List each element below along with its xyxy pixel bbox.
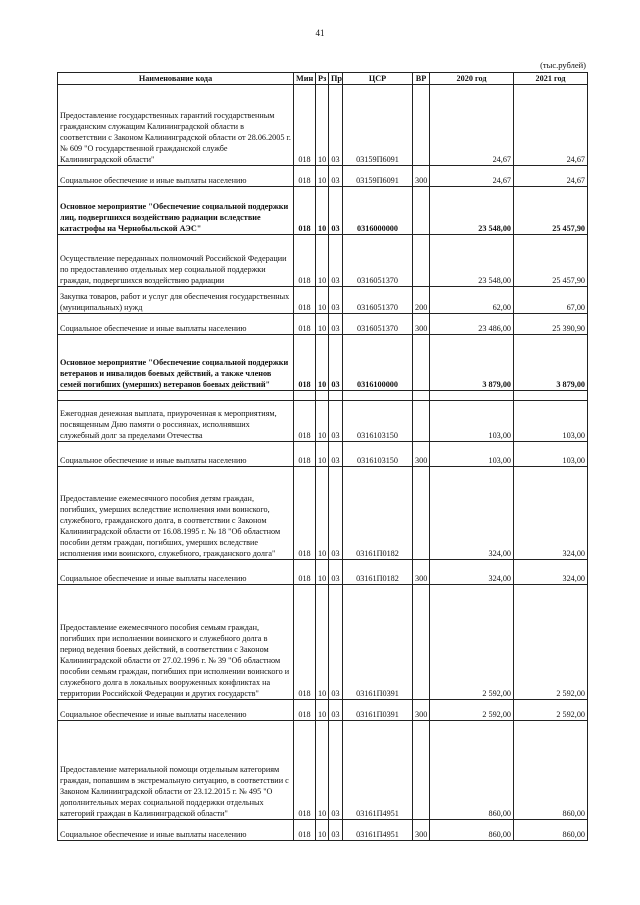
row-min: 018 <box>294 314 316 335</box>
budget-table <box>57 72 588 841</box>
row-vr <box>413 85 430 166</box>
row-name: Предоставление государственных гарантий государственным гражданским служащим Калининградской области в соответствии с Законом Калининградской области от 28.06.2005 г. № 609 "О государственной гражданской службе Калининградской области" <box>58 85 294 166</box>
row-rz: 10 <box>316 287 329 314</box>
row-2020: 860,00 <box>430 721 514 820</box>
row-pr: 03 <box>329 442 343 467</box>
row-pr: 03 <box>329 467 343 560</box>
row-2020: 23 548,00 <box>430 235 514 287</box>
row-rz: 10 <box>316 585 329 700</box>
row-2021: 324,00 <box>514 467 588 560</box>
row-rz: 10 <box>316 700 329 721</box>
table-row <box>58 585 588 700</box>
row-min: 018 <box>294 585 316 700</box>
row-name: Социальное обеспечение и иные выплаты населению <box>58 820 294 841</box>
row-2020: 324,00 <box>430 467 514 560</box>
row-min: 018 <box>294 700 316 721</box>
row-rz <box>316 391 329 401</box>
row-vr <box>413 467 430 560</box>
row-vr: 300 <box>413 820 430 841</box>
row-name: Социальное обеспечение и иные выплаты населению <box>58 560 294 585</box>
row-csr: 0316100000 <box>343 335 413 391</box>
header-2021: 2021 год <box>514 73 588 85</box>
row-name: Социальное обеспечение и иные выплаты населению <box>58 314 294 335</box>
row-csr: 03161П4951 <box>343 721 413 820</box>
row-min <box>294 391 316 401</box>
row-csr: 0316103150 <box>343 401 413 442</box>
row-min: 018 <box>294 442 316 467</box>
header-pr: Пр <box>329 73 343 85</box>
row-name: Основное мероприятие "Обеспечение социальной поддержки ветеранов и инвалидов боевых действий, а также членов семей погибших (умерших) ветеранов боевых действий" <box>58 335 294 391</box>
row-csr: 0316051370 <box>343 235 413 287</box>
table-row <box>58 401 588 442</box>
row-name: Социальное обеспечение и иные выплаты населению <box>58 442 294 467</box>
table-row <box>58 820 588 841</box>
row-pr: 03 <box>329 166 343 187</box>
table-row <box>58 560 588 585</box>
row-csr: 0316051370 <box>343 287 413 314</box>
row-2021: 67,00 <box>514 287 588 314</box>
row-2021: 2 592,00 <box>514 585 588 700</box>
row-vr <box>413 335 430 391</box>
row-pr: 03 <box>329 187 343 235</box>
row-pr: 03 <box>329 287 343 314</box>
row-rz: 10 <box>316 721 329 820</box>
row-pr: 03 <box>329 560 343 585</box>
row-rz: 10 <box>316 560 329 585</box>
row-2021: 2 592,00 <box>514 700 588 721</box>
row-2021: 860,00 <box>514 820 588 841</box>
row-2021: 24,67 <box>514 85 588 166</box>
header-min: Мин <box>294 73 316 85</box>
row-2020: 24,67 <box>430 166 514 187</box>
row-2021: 324,00 <box>514 560 588 585</box>
row-csr: 03161П0182 <box>343 560 413 585</box>
table-row <box>58 235 588 287</box>
row-name: Социальное обеспечение и иные выплаты населению <box>58 166 294 187</box>
row-vr <box>413 235 430 287</box>
row-pr: 03 <box>329 700 343 721</box>
row-pr: 03 <box>329 721 343 820</box>
row-rz: 10 <box>316 467 329 560</box>
row-min: 018 <box>294 721 316 820</box>
row-csr: 0316051370 <box>343 314 413 335</box>
row-vr <box>413 721 430 820</box>
row-min: 018 <box>294 287 316 314</box>
row-min: 018 <box>294 187 316 235</box>
row-csr: 03159П6091 <box>343 166 413 187</box>
table-body <box>58 85 588 841</box>
row-min: 018 <box>294 166 316 187</box>
row-2021: 25 457,90 <box>514 235 588 287</box>
row-name <box>58 391 294 401</box>
row-2020: 860,00 <box>430 820 514 841</box>
row-2020: 2 592,00 <box>430 585 514 700</box>
row-pr: 03 <box>329 585 343 700</box>
table-header-row <box>58 73 588 85</box>
row-min: 018 <box>294 235 316 287</box>
row-rz: 10 <box>316 85 329 166</box>
row-2020: 23 486,00 <box>430 314 514 335</box>
row-pr: 03 <box>329 314 343 335</box>
row-vr: 300 <box>413 314 430 335</box>
header-name: Наименование кода <box>58 73 294 85</box>
row-2021: 24,67 <box>514 166 588 187</box>
table-row <box>58 442 588 467</box>
table-row <box>58 287 588 314</box>
table-row <box>58 187 588 235</box>
row-rz: 10 <box>316 401 329 442</box>
row-2021: 860,00 <box>514 721 588 820</box>
row-name: Предоставление ежемесячного пособия семьям граждан, погибших при исполнении воинского и служебного долга в период ведения боевых действий, в соответствии с Законом Калининградской области от 27.02.1996 г. № 39 "Об областном пособии семьям граждан, погибших при исполнении воинского и служебного долга в локальных вооруженных конфликтах на территории Российской Федерации и других государств" <box>58 585 294 700</box>
row-vr <box>413 585 430 700</box>
row-vr <box>413 401 430 442</box>
row-name: Социальное обеспечение и иные выплаты населению <box>58 700 294 721</box>
row-2021: 25 457,90 <box>514 187 588 235</box>
table-row <box>58 700 588 721</box>
row-2021 <box>514 391 588 401</box>
page-number: 41 <box>315 28 325 38</box>
row-rz: 10 <box>316 442 329 467</box>
row-rz: 10 <box>316 187 329 235</box>
row-name: Основное мероприятие "Обеспечение социальной поддержки лиц, подвергшихся воздействию радиации вследствие катастрофы на Чернобыльской АЭС" <box>58 187 294 235</box>
row-csr: 03161П0391 <box>343 585 413 700</box>
row-pr: 03 <box>329 235 343 287</box>
row-vr <box>413 391 430 401</box>
row-vr: 200 <box>413 287 430 314</box>
row-2021: 103,00 <box>514 442 588 467</box>
row-2020: 62,00 <box>430 287 514 314</box>
header-2020: 2020 год <box>430 73 514 85</box>
table-row <box>58 335 588 391</box>
row-min: 018 <box>294 820 316 841</box>
row-csr: 03161П0391 <box>343 700 413 721</box>
table-row <box>58 85 588 166</box>
row-2020 <box>430 391 514 401</box>
row-min: 018 <box>294 401 316 442</box>
table-row <box>58 314 588 335</box>
row-pr: 03 <box>329 820 343 841</box>
row-min: 018 <box>294 335 316 391</box>
row-name: Закупка товаров, работ и услуг для обеспечения государственных (муниципальных) нужд <box>58 287 294 314</box>
row-pr: 03 <box>329 335 343 391</box>
row-vr: 300 <box>413 166 430 187</box>
header-vr: ВР <box>413 73 430 85</box>
row-csr: 03159П6091 <box>343 85 413 166</box>
row-2021: 103,00 <box>514 401 588 442</box>
table-row <box>58 721 588 820</box>
row-2020: 103,00 <box>430 401 514 442</box>
row-rz: 10 <box>316 314 329 335</box>
row-vr: 300 <box>413 560 430 585</box>
row-rz: 10 <box>316 235 329 287</box>
row-2020: 324,00 <box>430 560 514 585</box>
row-rz: 10 <box>316 820 329 841</box>
row-2020: 103,00 <box>430 442 514 467</box>
row-2020: 24,67 <box>430 85 514 166</box>
row-pr: 03 <box>329 85 343 166</box>
row-csr: 03161П0182 <box>343 467 413 560</box>
row-name: Предоставление ежемесячного пособия детям граждан, погибших, умерших вследствие исполнения ими воинского, служебного, гражданского долга, в соответствии с Законом Калининградской области от 16.08.1995 г. № 18 "Об областном пособии детям граждан, погибших, умерших вследствие исполнения ими воинского, служебного, гражданского долга" <box>58 467 294 560</box>
row-2021: 3 879,00 <box>514 335 588 391</box>
header-csr: ЦСР <box>343 73 413 85</box>
row-vr <box>413 187 430 235</box>
row-csr: 0316000000 <box>343 187 413 235</box>
row-min: 018 <box>294 467 316 560</box>
row-csr <box>343 391 413 401</box>
row-rz: 10 <box>316 166 329 187</box>
row-min: 018 <box>294 560 316 585</box>
table-row <box>58 166 588 187</box>
row-2020: 2 592,00 <box>430 700 514 721</box>
units-label: (тыс.рублей) <box>540 60 586 70</box>
row-csr: 0316103150 <box>343 442 413 467</box>
row-name: Ежегодная денежная выплата, приуроченная к мероприятиям, посвященным Дню памяти о россиянах, исполнявших служебный долг за пределами Отечества <box>58 401 294 442</box>
row-2020: 3 879,00 <box>430 335 514 391</box>
row-2020: 23 548,00 <box>430 187 514 235</box>
header-rz: Рз <box>316 73 329 85</box>
row-min: 018 <box>294 85 316 166</box>
table-row <box>58 391 588 401</box>
row-name: Предоставление материальной помощи отдельным категориям граждан, попавшим в экстремальную ситуацию, в соответствии с Законом Калининградской области от 23.12.2015 г. № 495 "О дополнительных мерах социальной поддержки отдельных категорий граждан в Калининградской области" <box>58 721 294 820</box>
row-pr: 03 <box>329 401 343 442</box>
table-row <box>58 467 588 560</box>
row-vr: 300 <box>413 442 430 467</box>
row-rz: 10 <box>316 335 329 391</box>
row-2021: 25 390,90 <box>514 314 588 335</box>
row-vr: 300 <box>413 700 430 721</box>
row-name: Осуществление переданных полномочий Российской Федерации по предоставлению отдельных мер социальной поддержки граждан, подвергшихся воздействию радиации <box>58 235 294 287</box>
row-pr <box>329 391 343 401</box>
row-csr: 03161П4951 <box>343 820 413 841</box>
